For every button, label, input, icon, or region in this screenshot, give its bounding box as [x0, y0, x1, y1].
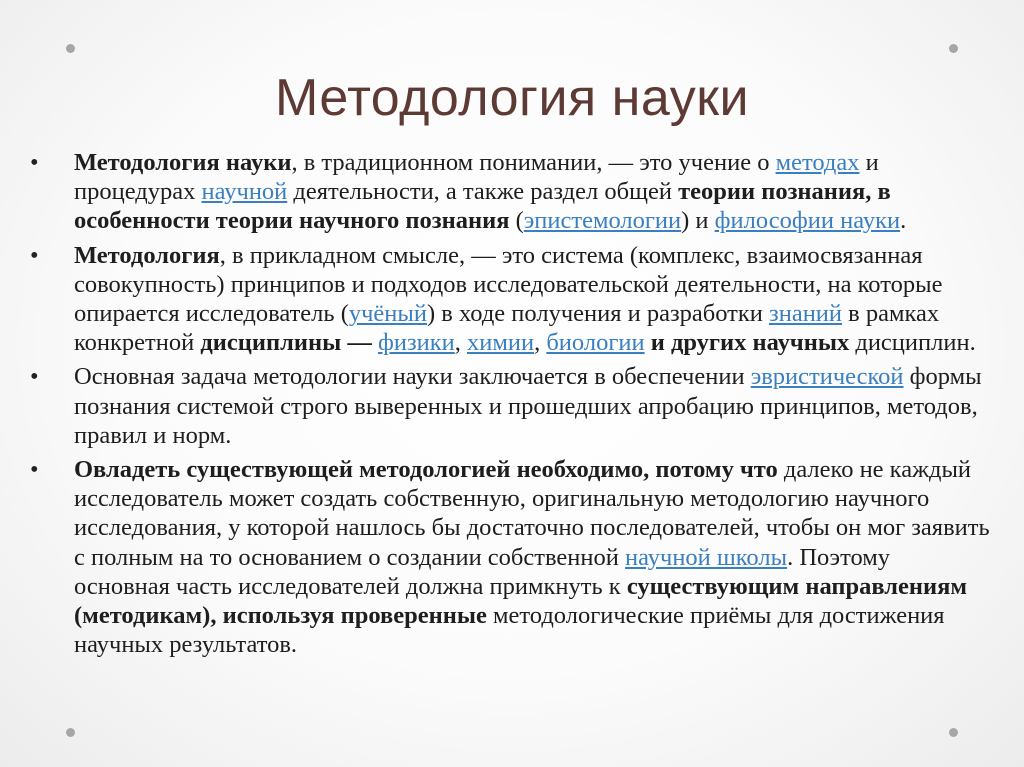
wiki-link[interactable]: учёный: [348, 300, 427, 328]
bullet-item: [30, 455, 992, 659]
slide-title: Методология науки: [274, 69, 750, 127]
body-text: (: [509, 207, 524, 235]
wiki-link[interactable]: физики: [377, 329, 455, 357]
bold-text: теории познания, в особенности теории научного познания: [74, 178, 891, 235]
bold-text: Методология науки: [74, 149, 292, 176]
bold-text: существующим направлениям (методикам), используя проверенные: [74, 572, 968, 630]
bullet-marker: •: [30, 241, 39, 269]
bullet-list: [30, 148, 992, 664]
bold-text: дисциплины —: [200, 329, 378, 357]
bullet-marker: •: [30, 363, 39, 391]
wiki-link[interactable]: научной: [201, 178, 288, 206]
body-text: ) и: [681, 207, 715, 235]
bold-text: Методология: [74, 241, 220, 269]
body-text: формы познания системой строго выверенных и прошедших апробацию принципов, методов, правил и норм.: [74, 363, 982, 449]
body-text: и процедурах: [74, 149, 879, 206]
body-text: . Поэтому основная часть исследователей должна примкнуть к: [74, 543, 890, 600]
bullet-item: [30, 362, 992, 450]
bullet-item: [30, 241, 992, 358]
bullet-item: [30, 148, 992, 236]
wiki-link[interactable]: философии науки: [714, 207, 901, 235]
body-text: Основная задача методологии науки заключается в обеспечении: [74, 363, 751, 391]
wiki-link[interactable]: эвристической: [750, 363, 904, 391]
body-text: методологические приёмы для достижения научных результатов.: [74, 602, 945, 659]
body-text: далеко не каждый исследователь может создать собственную, оригинальную методологию научного исследования, у которой нашлось бы достаточно последователей, чтобы он мог заявить с полным на то основанием о создании собственной: [74, 456, 990, 571]
body-text: деятельности, а также раздел общей: [287, 178, 679, 206]
wiki-link[interactable]: научной школы: [625, 543, 788, 571]
wiki-link[interactable]: знаний: [769, 300, 843, 328]
bullet-marker: •: [30, 456, 39, 484]
corner-dot-decoration: [949, 44, 958, 53]
body-text: дисциплин.: [849, 329, 976, 357]
bullet-marker: •: [30, 149, 39, 176]
corner-dot-decoration: [66, 44, 75, 53]
body-text: , в прикладном смысле, — это система (комплекс, взаимосвязанная совокупность) принципов и подходов исследовательской деятельности, на которые опирается исследователь (: [74, 241, 943, 328]
body-text: , в традиционном понимании, — это учение о: [291, 149, 776, 176]
corner-dot-decoration: [949, 728, 958, 737]
wiki-link[interactable]: биологии: [546, 329, 645, 357]
corner-dot-decoration: [66, 728, 75, 737]
bold-text: Овладеть существующей методологией необходимо, потому что: [74, 456, 778, 484]
body-text: .: [900, 207, 907, 235]
body-text: ,: [454, 329, 467, 357]
bold-text: и других научных: [644, 329, 850, 357]
body-text: ,: [534, 329, 547, 357]
body-text: в рамках конкретной: [74, 300, 940, 357]
wiki-link[interactable]: эпистемологии: [523, 207, 682, 235]
wiki-link[interactable]: химии: [467, 329, 535, 357]
body-text: ) в ходе получения и разработки: [427, 300, 770, 328]
wiki-link[interactable]: методах: [775, 149, 860, 176]
